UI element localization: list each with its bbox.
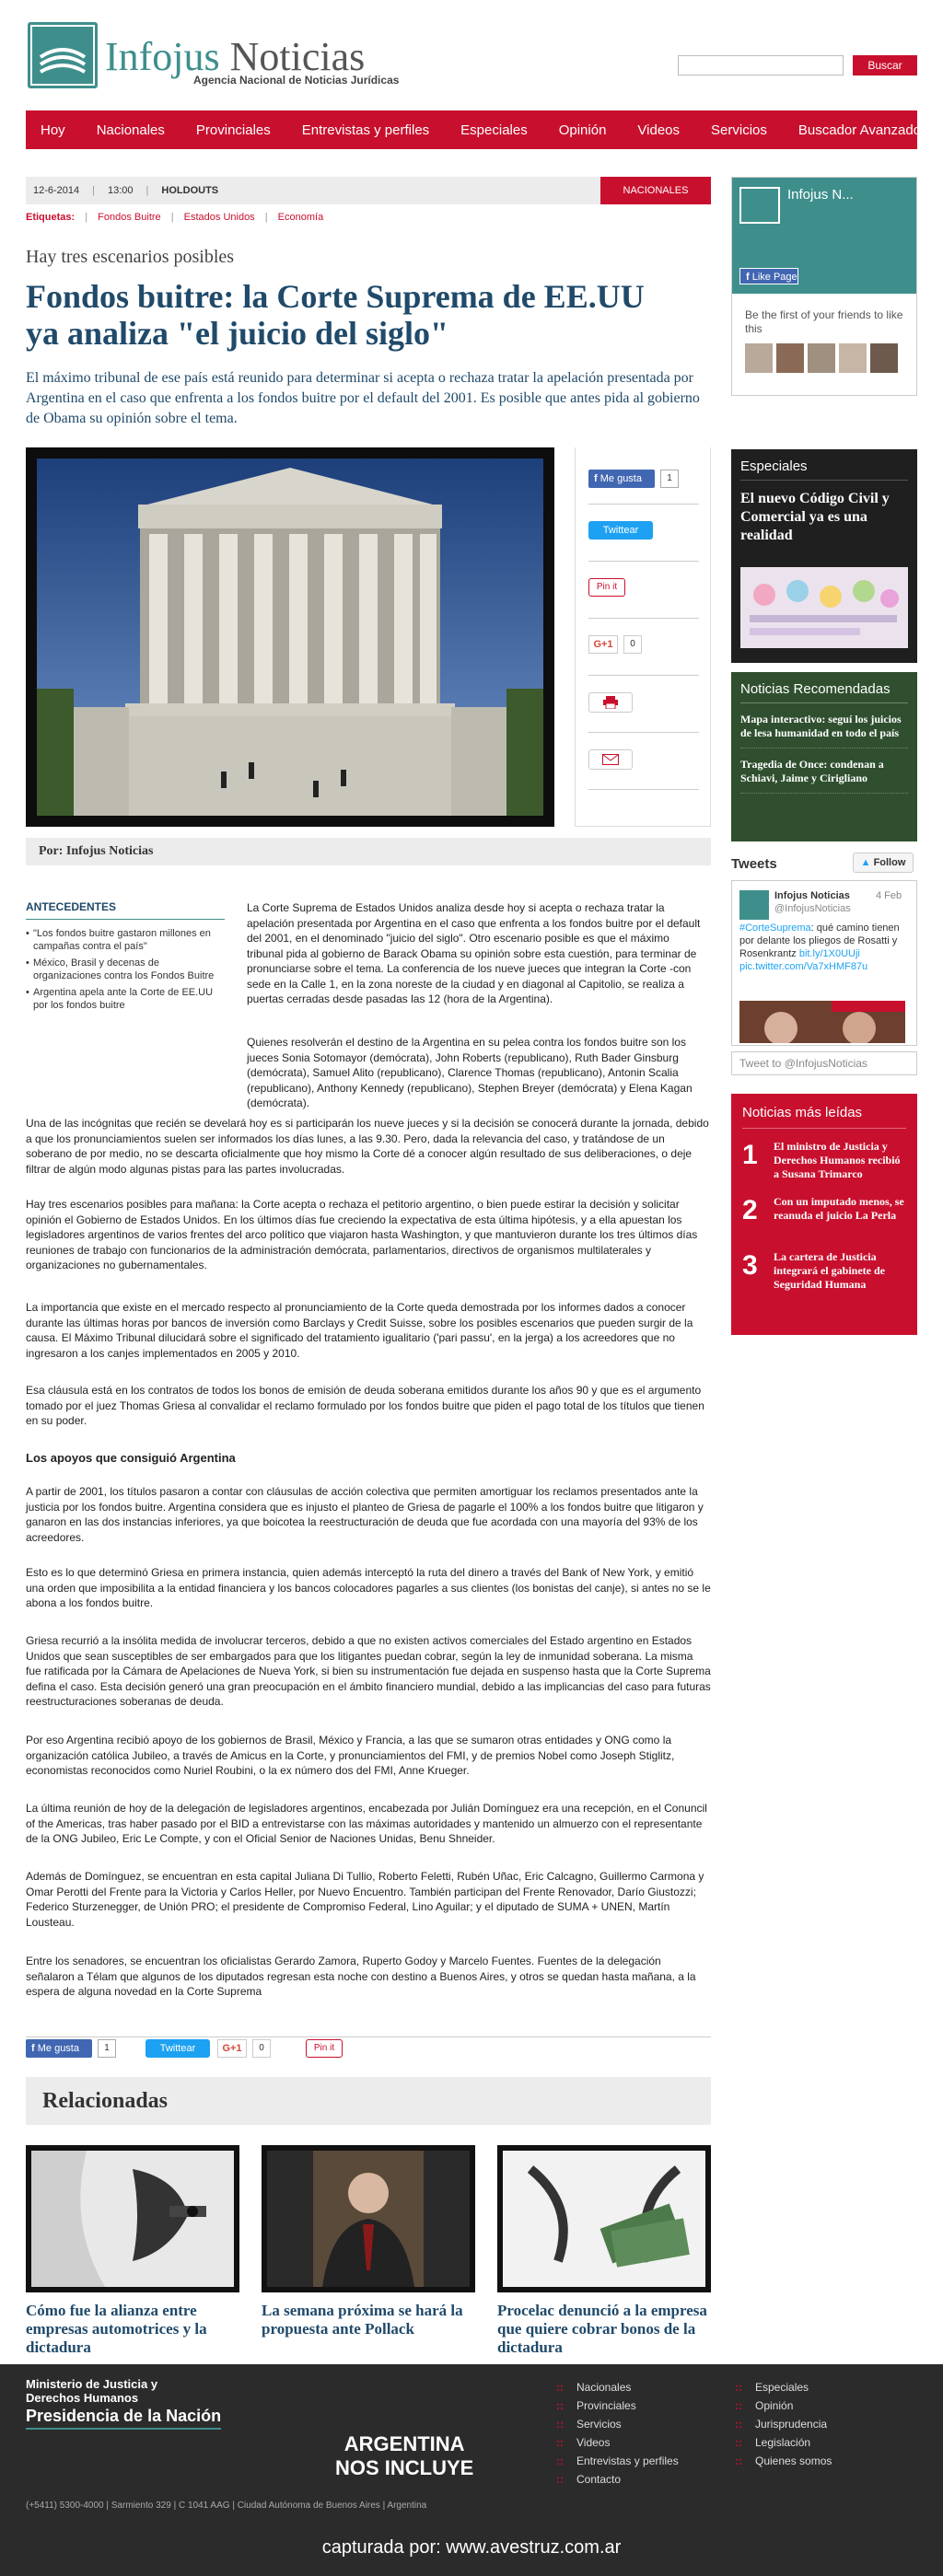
related-caption[interactable]: La semana próxima se hará la propuesta ante Pollack — [262, 2302, 463, 2338]
pin-it-button[interactable]: Pin it — [588, 578, 625, 597]
tweet-to-input[interactable]: Tweet to @InfojusNoticias — [731, 1051, 917, 1075]
share-facebook — [588, 447, 699, 505]
logo-subtitle: Agencia Nacional de Noticias Jurídicas — [193, 74, 400, 87]
facebook-cover[interactable] — [732, 178, 916, 294]
mas-leida-number: 1 — [742, 1140, 758, 1170]
nav-item-buscador[interactable]: Buscador Avanzado — [797, 122, 922, 138]
mas-leidas-label: Noticias más leídas — [742, 1105, 906, 1129]
antecedente-link[interactable]: • "Los fondos buitre gastaron millones en campañas contra el país" — [26, 927, 225, 953]
footer-links-col1 — [556, 2381, 679, 2491]
footer-link[interactable]: :: Videos — [556, 2436, 679, 2449]
facebook-like-count: 1 — [660, 470, 679, 488]
related-image[interactable] — [26, 2145, 239, 2292]
avatar[interactable] — [776, 343, 804, 373]
twitter-bird-icon: ▲ — [860, 857, 874, 868]
footer-link[interactable]: :: Especiales — [735, 2381, 832, 2394]
article-paragraph: La última reunión de hoy de la delegación de legisladores argentinos, encabezada por Julián Domínguez era una recepción, en el Conuncil of the Americas, tras haber pasado por el BID a entrevistarse con las máximas autoridades y mantenido un almuerzo con el representante de la ONG Jubileo, Eric Le Compte, y con el Oficial Senior de Naciones Unidas, Benu Shneider. — [26, 1802, 707, 1845]
article-paragraph: A partir de 2001, los títulos pasaron a contar con cláusulas de acción colectiva que permiten amortiguar los reclamos presentados ante la justicia por los fondos buitre. Argentina considera que es injusto el planteo de Griesa de pagarle el 100% a los fondos buitre que litigaron y ganaron en las dos instancias inferiores, ya que boicotea la reestructuración de deuda que fue acordada con una mayoría del 93% de los acreedores. — [26, 1485, 704, 1544]
footer-argentina: ARGENTINA — [343, 2432, 465, 2455]
share-googleplus — [588, 619, 699, 676]
tweet-link[interactable]: pic.twitter.com/Va7xHMF87u — [739, 961, 868, 972]
recomendadas-box — [731, 672, 917, 841]
nav-item-provinciales[interactable]: Provinciales — [195, 122, 271, 138]
tag-link[interactable]: Fondos Buitre — [98, 212, 161, 223]
logo-icon[interactable] — [28, 22, 98, 88]
twitter-widget — [731, 847, 917, 1086]
tweet-button[interactable]: Twittear — [588, 521, 653, 540]
tweet-image[interactable] — [739, 1001, 905, 1043]
article-paragraph: Entre los senadores, se encuentran los oficialistas Gerardo Zamora, Ruperto Godoy y Marcelo Fuentes. Fuentes de la delegación señalaron a Télam que algunos de los diputados regresan esta noche con destino a Buenos Aires, y otros se quedan hasta mañana, a la espera de alguna novedad en la Corte Suprema — [26, 1955, 696, 1998]
article-paragraph: Una de las incógnitas que recién se develará hoy es si participarán los nueve jueces y si la decisión se conocerá durante la jornada, debido a que los pronunciamientos suelen ser informados los días lunes, a las 9.30. Pero, dada la relevancia del caso, y tratándose de un soberano de por medio, no se descarta oficialmente que hoy mismo la Corte dé a conocer algún resultado de sus deliberaciones, o deje filtrar de algún modo algunas pistas para las partes involucradas. — [26, 1117, 709, 1176]
tags-label: Etiquetas: — [26, 212, 76, 223]
recomendada-link[interactable]: Tragedia de Once: condenan a Schiavi, Jaime y Cirigliano — [740, 758, 908, 794]
footer-link[interactable]: :: Quienes somos — [735, 2454, 832, 2467]
avatar[interactable] — [739, 890, 769, 920]
facebook-like-label: Me gusta — [37, 2043, 79, 2054]
nav-item-servicios[interactable]: Servicios — [711, 122, 767, 138]
nav-item-opinion[interactable]: Opinión — [558, 122, 607, 138]
article-paragraph: La importancia que existe en el mercado respecto al pronunciamiento de la Corte queda demostrada por los informes dados a conocer durante las últimas horas por bancos de inversión como Barclays y Credit Suisse, sobre los posibles escenarios que pueden surgir de la causa. El Máximo Tribunal dilucidará sobre el significado del tratamiento igualitario ('pari passu', en la jerga) a los acreedores que no ingresaron a los canjes implementados en 2005 y 2010. — [26, 1301, 693, 1360]
tweet-link[interactable]: bit.ly/1X0UUji — [798, 948, 860, 959]
mas-leida-title[interactable]: Con un imputado menos, se reanuda el juicio La Perla — [774, 1195, 904, 1222]
related-title: Relacionadas — [26, 2077, 711, 2125]
recomendada-link[interactable]: Mapa interactivo: seguí los juicios de lesa humanidad en todo el país — [740, 713, 908, 748]
article-lead: El máximo tribunal de ese país está reunido para determinar si acepta o rechaza tratar la apelación presentada por Argentina en el caso que enfrenta a los fondos buitre por el default del 2001. Es posible que antes pida al gobierno de Obama su opinión sobre el tema. — [26, 370, 700, 426]
nav-item-nacionales[interactable]: Nacionales — [96, 122, 165, 138]
especiales-image[interactable] — [740, 567, 908, 648]
tweet-item — [731, 880, 917, 1046]
google-plus-count: 0 — [623, 635, 642, 654]
main-nav — [26, 110, 922, 149]
share-column — [575, 447, 711, 827]
tweet-user-handle[interactable]: @InfojusNoticias — [774, 903, 851, 914]
logo-name-part2: Noticias — [229, 34, 366, 79]
google-plus-count: 0 — [252, 2039, 271, 2058]
share-print — [588, 676, 699, 733]
facebook-like-page-label: Like Page — [751, 272, 797, 283]
article-paragraph: Además de Domínguez, se encuentran en esta capital Juliana Di Tullio, Roberto Feletti, Rubén Uñac, Eric Calcagno, Guillermo Carmona y Omar Perotti del Frente para la Victoria y Carlos Heller, por Nuevo Encuentro. También participan del Frente Renovador, Darío Giustozzi; Federico Sturzenegger, de Unión PRO; el presidente de Compromiso Federal, Lino Aguilar; y el diputado de SUMA + UNEN, Martín Lousteau. — [26, 1870, 704, 1929]
tweets-title: Tweets — [731, 856, 777, 872]
share-mail — [588, 733, 699, 790]
logo-name-part1: Infojus — [105, 34, 220, 79]
article-paragraph: Esa cláusula está en los contratos de todos los bonos de emisión de deuda soberana emitidos durante los años 90 y que es el argumento tomado por el juez Thomas Griesa al convalidar el reclamo formulado por los fondos buitre que piden el pago total de los títulos que tienen en su poder. — [26, 1384, 704, 1427]
footer-link[interactable]: :: Contacto — [556, 2473, 679, 2486]
facebook-friends-text: Be the first of your friends to like this — [745, 308, 903, 335]
article-kicker: Hay tres escenarios posibles — [26, 247, 235, 267]
google-plus-button[interactable]: G+1 — [217, 2039, 247, 2058]
footer-link[interactable]: :: Nacionales — [556, 2381, 679, 2394]
follow-button[interactable] — [853, 853, 914, 873]
share-twitter — [588, 505, 699, 562]
tweet-text — [739, 922, 905, 973]
antecedentes-title: ANTECEDENTES — [26, 900, 225, 920]
avatar[interactable] — [745, 343, 773, 373]
bottom-share-bar — [26, 2036, 711, 2060]
facebook-page-name[interactable]: Infojus N... — [787, 187, 854, 203]
facebook-like-button[interactable] — [26, 2039, 92, 2058]
article-time: 13:00 — [108, 185, 134, 196]
related-image[interactable] — [497, 2145, 711, 2292]
follow-label: Follow — [873, 857, 906, 868]
article-paragraph: Esto es lo que determinó Griesa en primera instancia, quien además interceptó la ruta del dinero a través del Bank of New York, y emitió una orden que imposibilita a la entidad financiera y los bancos colocadores pagarles a sus clientes (los bonistas del canje), si antes no se le abona a los fondos buitre. — [26, 1566, 711, 1609]
footer-ministry[interactable]: Ministerio de Justicia y Derechos Humanos — [26, 2377, 158, 2405]
related-image[interactable] — [262, 2145, 475, 2292]
mas-leida-item[interactable] — [742, 1140, 906, 1184]
related-card[interactable] — [26, 2145, 239, 2357]
footer-link[interactable]: :: Provinciales — [556, 2399, 679, 2412]
facebook-icon: f — [594, 473, 600, 484]
tweet-button[interactable]: Twittear — [146, 2039, 210, 2058]
footer-link[interactable]: :: Opinión — [735, 2399, 832, 2412]
tags-row: Etiquetas: | Fondos Buitre | Estados Unidos | Economía — [26, 212, 324, 223]
article-paragraph: Quienes resolverán el destino de la Argentina en su pelea contra los fondos buitre son los jueces Sonia Sotomayor (demócrata), John Roberts (republicano), Ruth Bader Ginsburg (demócrata), Samuel Alito (republicano), Clarence Thomas (republicano), Antonin Scalia (republicano), Anthony Kennedy (republicano), Stephen Breyer (demócrata) y Elena Kagan (demócrata). — [247, 1036, 693, 1109]
article-paragraph: La Corte Suprema de Estados Unidos analiza desde hoy si acepta o rechaza tratar la apelación presentada por Argentina en el caso que enfrenta a los fondos buitre por el default del 2001, en el denominado "juicio del siglo". Otro escenario posible es que el máximo tribunal pida al gobierno de Barack Obama su opinión sobre esta cuestión, para terminar de pronunciarse sobre el tema. La conferencia de los nueve jueces que integran la Corte -con sede en la Calle 1, en la zona noreste de la ciudad y en diagonal al Capitolio, se realiza a puertas cerradas desde pasadas las 12 (hora de la Argentina). — [247, 901, 701, 1005]
especiales-box — [731, 449, 917, 663]
antecedente-link[interactable]: • México, Brasil y decenas de organizaciones contra los Fondos Buitre — [26, 957, 225, 982]
search-input[interactable] — [678, 55, 844, 75]
capture-watermark: capturada por: www.avestruz.com.ar — [321, 2537, 622, 2558]
article-date: 12-6-2014 — [33, 185, 80, 196]
related-caption[interactable]: Cómo fue la alianza entre empresas automotrices y la dictadura — [26, 2302, 207, 2356]
search-button[interactable]: Buscar — [853, 55, 917, 75]
share-pinterest — [588, 562, 699, 619]
facebook-icon: f — [31, 2043, 38, 2054]
tweet-user-name[interactable]: Infojus Noticias — [774, 890, 850, 901]
tag-link[interactable]: Estados Unidos — [183, 212, 255, 223]
tweet-date[interactable]: 4 Feb — [876, 890, 902, 901]
footer-link[interactable]: :: Jurisprudencia — [735, 2418, 832, 2431]
nav-item-especiales[interactable]: Especiales — [460, 122, 528, 138]
tweet-hashtag[interactable]: #CorteSuprema — [739, 922, 811, 934]
pin-it-button[interactable]: Pin it — [306, 2039, 343, 2058]
footer-links-col2 — [735, 2381, 832, 2473]
footer-presidency[interactable]: Presidencia de la Nación — [26, 2407, 221, 2430]
mas-leida-item[interactable] — [742, 1195, 906, 1239]
article-byline: Por: Infojus Noticias — [26, 838, 711, 865]
footer-link[interactable]: :: Entrevistas y perfiles — [556, 2454, 679, 2467]
facebook-like-label: Me gusta — [600, 473, 642, 484]
facebook-like-button[interactable] — [588, 470, 655, 488]
especiales-title[interactable]: El nuevo Código Civil y Comercial ya es una realidad — [740, 491, 890, 543]
especiales-label: Especiales — [740, 458, 908, 481]
facebook-page-widget — [731, 177, 917, 396]
avatar[interactable] — [808, 343, 835, 373]
footer-nos-incluye: NOS INCLUYE — [335, 2456, 474, 2479]
facebook-faces — [745, 343, 907, 375]
article-paragraph: Hay tres escenarios posibles para mañana: la Corte acepta o rechaza el petitorio argentino, o bien puede estirar la decisión y solicitar opinión el Gobierno de Estados Unidos. En los últimos días fue creciendo la expectativa de esta última hipótesis, y a ella apuestan los legisladores argentinos de varios frentes del arco político que viajaron hasta Washington, y que mantuvieron durante los tres últimos días reuniones de trabajo con funcionarios de la administración demócrata, parlamentarios, directivos de organismos multilaterales y organizaciones no gubernamentales. — [26, 1198, 698, 1271]
related-card[interactable] — [262, 2145, 475, 2338]
antecedentes-box — [26, 900, 225, 1015]
article-paragraph: Griesa recurrió a la insólita medida de involucrar terceros, debido a que no existen activos comerciales del Estado argentino en Estados Unidos que sean susceptibles de ser embargados para que los litigantes puedan cobrar, según la ley de inmunidad soberana. La misma fue ratificada por la Cámara de Apelaciones de Nueva York, si bien su instrumentación fue dejada en suspenso hasta que la Corte Suprema defina el caso. Esta decisión generó una gran preocupación en el ámbito financiero mundial, debido a las implicancias del caso para futuras reestructuraciones soberanas de deuda. — [26, 1634, 711, 1708]
avatar[interactable] — [839, 343, 867, 373]
article-category[interactable]: HOLDOUTS — [161, 185, 219, 196]
footer-link[interactable]: :: Legislación — [735, 2436, 832, 2449]
mas-leida-number: 2 — [742, 1195, 758, 1225]
recomendadas-label: Noticias Recomendadas — [740, 681, 908, 703]
supreme-court-photo — [37, 458, 543, 816]
tag-link[interactable]: Economía — [277, 212, 324, 223]
article-meta: 12-6-2014 | 13:00 | HOLDOUTS — [26, 177, 711, 204]
logo-icon — [739, 187, 780, 224]
footer-address: (+5411) 5300-4000 | Sarmiento 329 | C 1041 AAG | Ciudad Autónoma de Buenos Aires | Argentina — [26, 2501, 427, 2511]
mas-leida-item[interactable] — [742, 1250, 906, 1294]
article-subheading: Los apoyos que consiguió Argentina — [26, 1451, 236, 1465]
tweet-body: : qué camino tienen por delante los pliegos de Rosatti y Rosenkrantz — [739, 922, 900, 959]
facebook-like-count: 1 — [98, 2039, 116, 2058]
mail-icon[interactable] — [588, 749, 633, 770]
nav-item-entrevistas[interactable]: Entrevistas y perfiles — [301, 122, 430, 138]
facebook-like-page-button[interactable] — [739, 268, 798, 284]
avatar[interactable] — [870, 343, 898, 373]
article-paragraph: Por eso Argentina recibió apoyo de los gobiernos de Brasil, México y Francia, a las que se sumaron otras entidades y ONG como la organización católica Jubileo, a través de Amicus en la Corte, y pronunciamientos del FMI, y de premios Nobel como Joseph Stiglitz, economistas reconocidos como Nuriel Roubini, o la ex número dos del FMI, Anne Krueger. — [26, 1734, 675, 1777]
footer-link[interactable]: :: Servicios — [556, 2418, 679, 2431]
nav-item-hoy[interactable]: Hoy — [41, 122, 65, 138]
mas-leida-number: 3 — [742, 1250, 758, 1281]
google-plus-button[interactable]: G+1 — [588, 635, 618, 654]
mas-leidas-box — [731, 1094, 917, 1335]
mas-leida-title[interactable]: La cartera de Justicia integrará el gabinete de Seguridad Humana — [774, 1250, 885, 1291]
antecedente-link[interactable]: • Argentina apela ante la Corte de EE.UU por los fondos buitre — [26, 986, 225, 1012]
mas-leida-title[interactable]: El ministro de Justicia y Derechos Humanos recibió a Susana Trimarco — [774, 1140, 901, 1180]
section-badge[interactable]: NACIONALES — [600, 177, 711, 204]
hero-image — [26, 447, 554, 827]
footer-argentina-logo[interactable] — [335, 2432, 473, 2480]
facebook-icon: f — [746, 272, 752, 283]
related-caption[interactable]: Procelac denunció a la empresa que quiere cobrar bonos de la dictadura — [497, 2302, 707, 2356]
print-icon[interactable] — [588, 692, 633, 713]
article-headline: Fondos buitre: la Corte Suprema de EE.UU ya analiza "el juicio del siglo" — [26, 278, 645, 352]
related-card[interactable] — [497, 2145, 711, 2357]
nav-item-videos[interactable]: Videos — [637, 122, 681, 138]
